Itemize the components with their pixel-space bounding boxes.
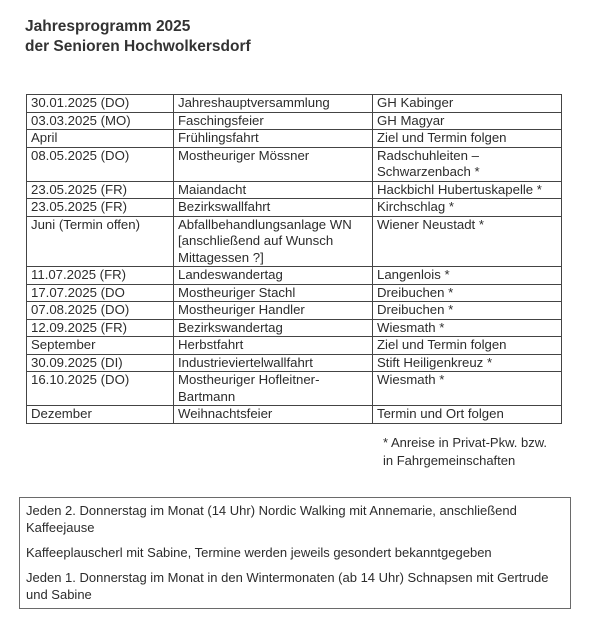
event-cell: Maiandacht xyxy=(174,181,373,199)
event-cell: Faschingsfeier xyxy=(174,112,373,130)
date-cell: 23.05.2025 (FR) xyxy=(27,199,174,217)
date-cell: 23.05.2025 (FR) xyxy=(27,181,174,199)
table-row xyxy=(27,147,562,181)
event-cell: Frühlingsfahrt xyxy=(174,130,373,148)
table-row xyxy=(27,337,562,355)
date-cell: 17.07.2025 (DO xyxy=(27,284,174,302)
place-cell: Dreibuchen * xyxy=(373,284,562,302)
date-cell: 08.05.2025 (DO) xyxy=(27,147,174,181)
place-cell: Termin und Ort folgen xyxy=(373,406,562,424)
table-row xyxy=(27,181,562,199)
place-cell: Wiener Neustadt * xyxy=(373,216,562,267)
event-cell: Bezirkswandertag xyxy=(174,319,373,337)
place-cell: Dreibuchen * xyxy=(373,302,562,320)
date-cell: 03.03.2025 (MO) xyxy=(27,112,174,130)
table-row xyxy=(27,199,562,217)
place-cell: GH Magyar xyxy=(373,112,562,130)
place-cell: Kirchschlag * xyxy=(373,199,562,217)
place-cell: Ziel und Termin folgen xyxy=(373,130,562,148)
table-row xyxy=(27,130,562,148)
date-cell: 12.09.2025 (FR) xyxy=(27,319,174,337)
footnote-line-2: in Fahrgemeinschaften xyxy=(383,453,516,468)
schedule-table xyxy=(26,94,562,424)
event-cell: Mostheuriger Hofleitner-Bartmann xyxy=(174,372,373,406)
table-row xyxy=(27,354,562,372)
table-row xyxy=(27,284,562,302)
footnote-line-1: * Anreise in Privat-Pkw. bzw. xyxy=(383,435,548,450)
event-cell: Weihnachtsfeier xyxy=(174,406,373,424)
table-row xyxy=(27,216,562,267)
event-cell: Landeswandertag xyxy=(174,267,373,285)
event-cell: Mostheuriger Stachl xyxy=(174,284,373,302)
title-line-1: Jahresprogramm 2025 xyxy=(25,18,191,35)
event-cell: Abfallbehandlungsanlage WN [anschließend auf Wunsch Mittagessen ?] xyxy=(174,216,373,267)
date-cell: Dezember xyxy=(27,406,174,424)
date-cell: 16.10.2025 (DO) xyxy=(27,372,174,406)
table-row xyxy=(27,319,562,337)
table-row xyxy=(27,372,562,406)
activity-item: Kaffeeplauscherl mit Sabine, Termine werden jeweils gesondert bekanntgegeben xyxy=(26,545,492,560)
event-cell: Herbstfahrt xyxy=(174,337,373,355)
table-row xyxy=(27,95,562,113)
date-cell: April xyxy=(27,130,174,148)
date-cell: 30.09.2025 (DI) xyxy=(27,354,174,372)
title-line-2: der Senioren Hochwolkersdorf xyxy=(25,38,251,55)
place-cell: Wiesmath * xyxy=(373,372,562,406)
date-cell: September xyxy=(27,337,174,355)
place-cell: Langenlois * xyxy=(373,267,562,285)
place-cell: Ziel und Termin folgen xyxy=(373,337,562,355)
event-cell: Jahreshauptversammlung xyxy=(174,95,373,113)
table-row xyxy=(27,267,562,285)
place-cell: GH Kabinger xyxy=(373,95,562,113)
recurring-activities-box xyxy=(19,497,571,609)
date-cell: 07.08.2025 (DO) xyxy=(27,302,174,320)
date-cell: 11.07.2025 (FR) xyxy=(27,267,174,285)
activity-item: Jeden 2. Donnerstag im Monat (14 Uhr) Nordic Walking mit Annemarie, anschließend Kaffeejause xyxy=(26,503,517,535)
event-cell: Mostheuriger Mössner xyxy=(174,147,373,181)
activity-item: Jeden 1. Donnerstag im Monat in den Wintermonaten (ab 14 Uhr) Schnapsen mit Gertrude und Sabine xyxy=(26,570,549,602)
event-cell: Bezirkswallfahrt xyxy=(174,199,373,217)
footnote xyxy=(383,434,547,470)
date-cell: Juni (Termin offen) xyxy=(27,216,174,267)
place-cell: Radschuhleiten – Schwarzenbach * xyxy=(373,147,562,181)
table-row xyxy=(27,302,562,320)
document-title xyxy=(25,17,251,57)
event-cell: Industrieviertelwallfahrt xyxy=(174,354,373,372)
place-cell: Stift Heiligenkreuz * xyxy=(373,354,562,372)
place-cell: Wiesmath * xyxy=(373,319,562,337)
place-cell: Hackbichl Hubertuskapelle * xyxy=(373,181,562,199)
table-row xyxy=(27,112,562,130)
date-cell: 30.01.2025 (DO) xyxy=(27,95,174,113)
event-cell: Mostheuriger Handler xyxy=(174,302,373,320)
table-row xyxy=(27,406,562,424)
